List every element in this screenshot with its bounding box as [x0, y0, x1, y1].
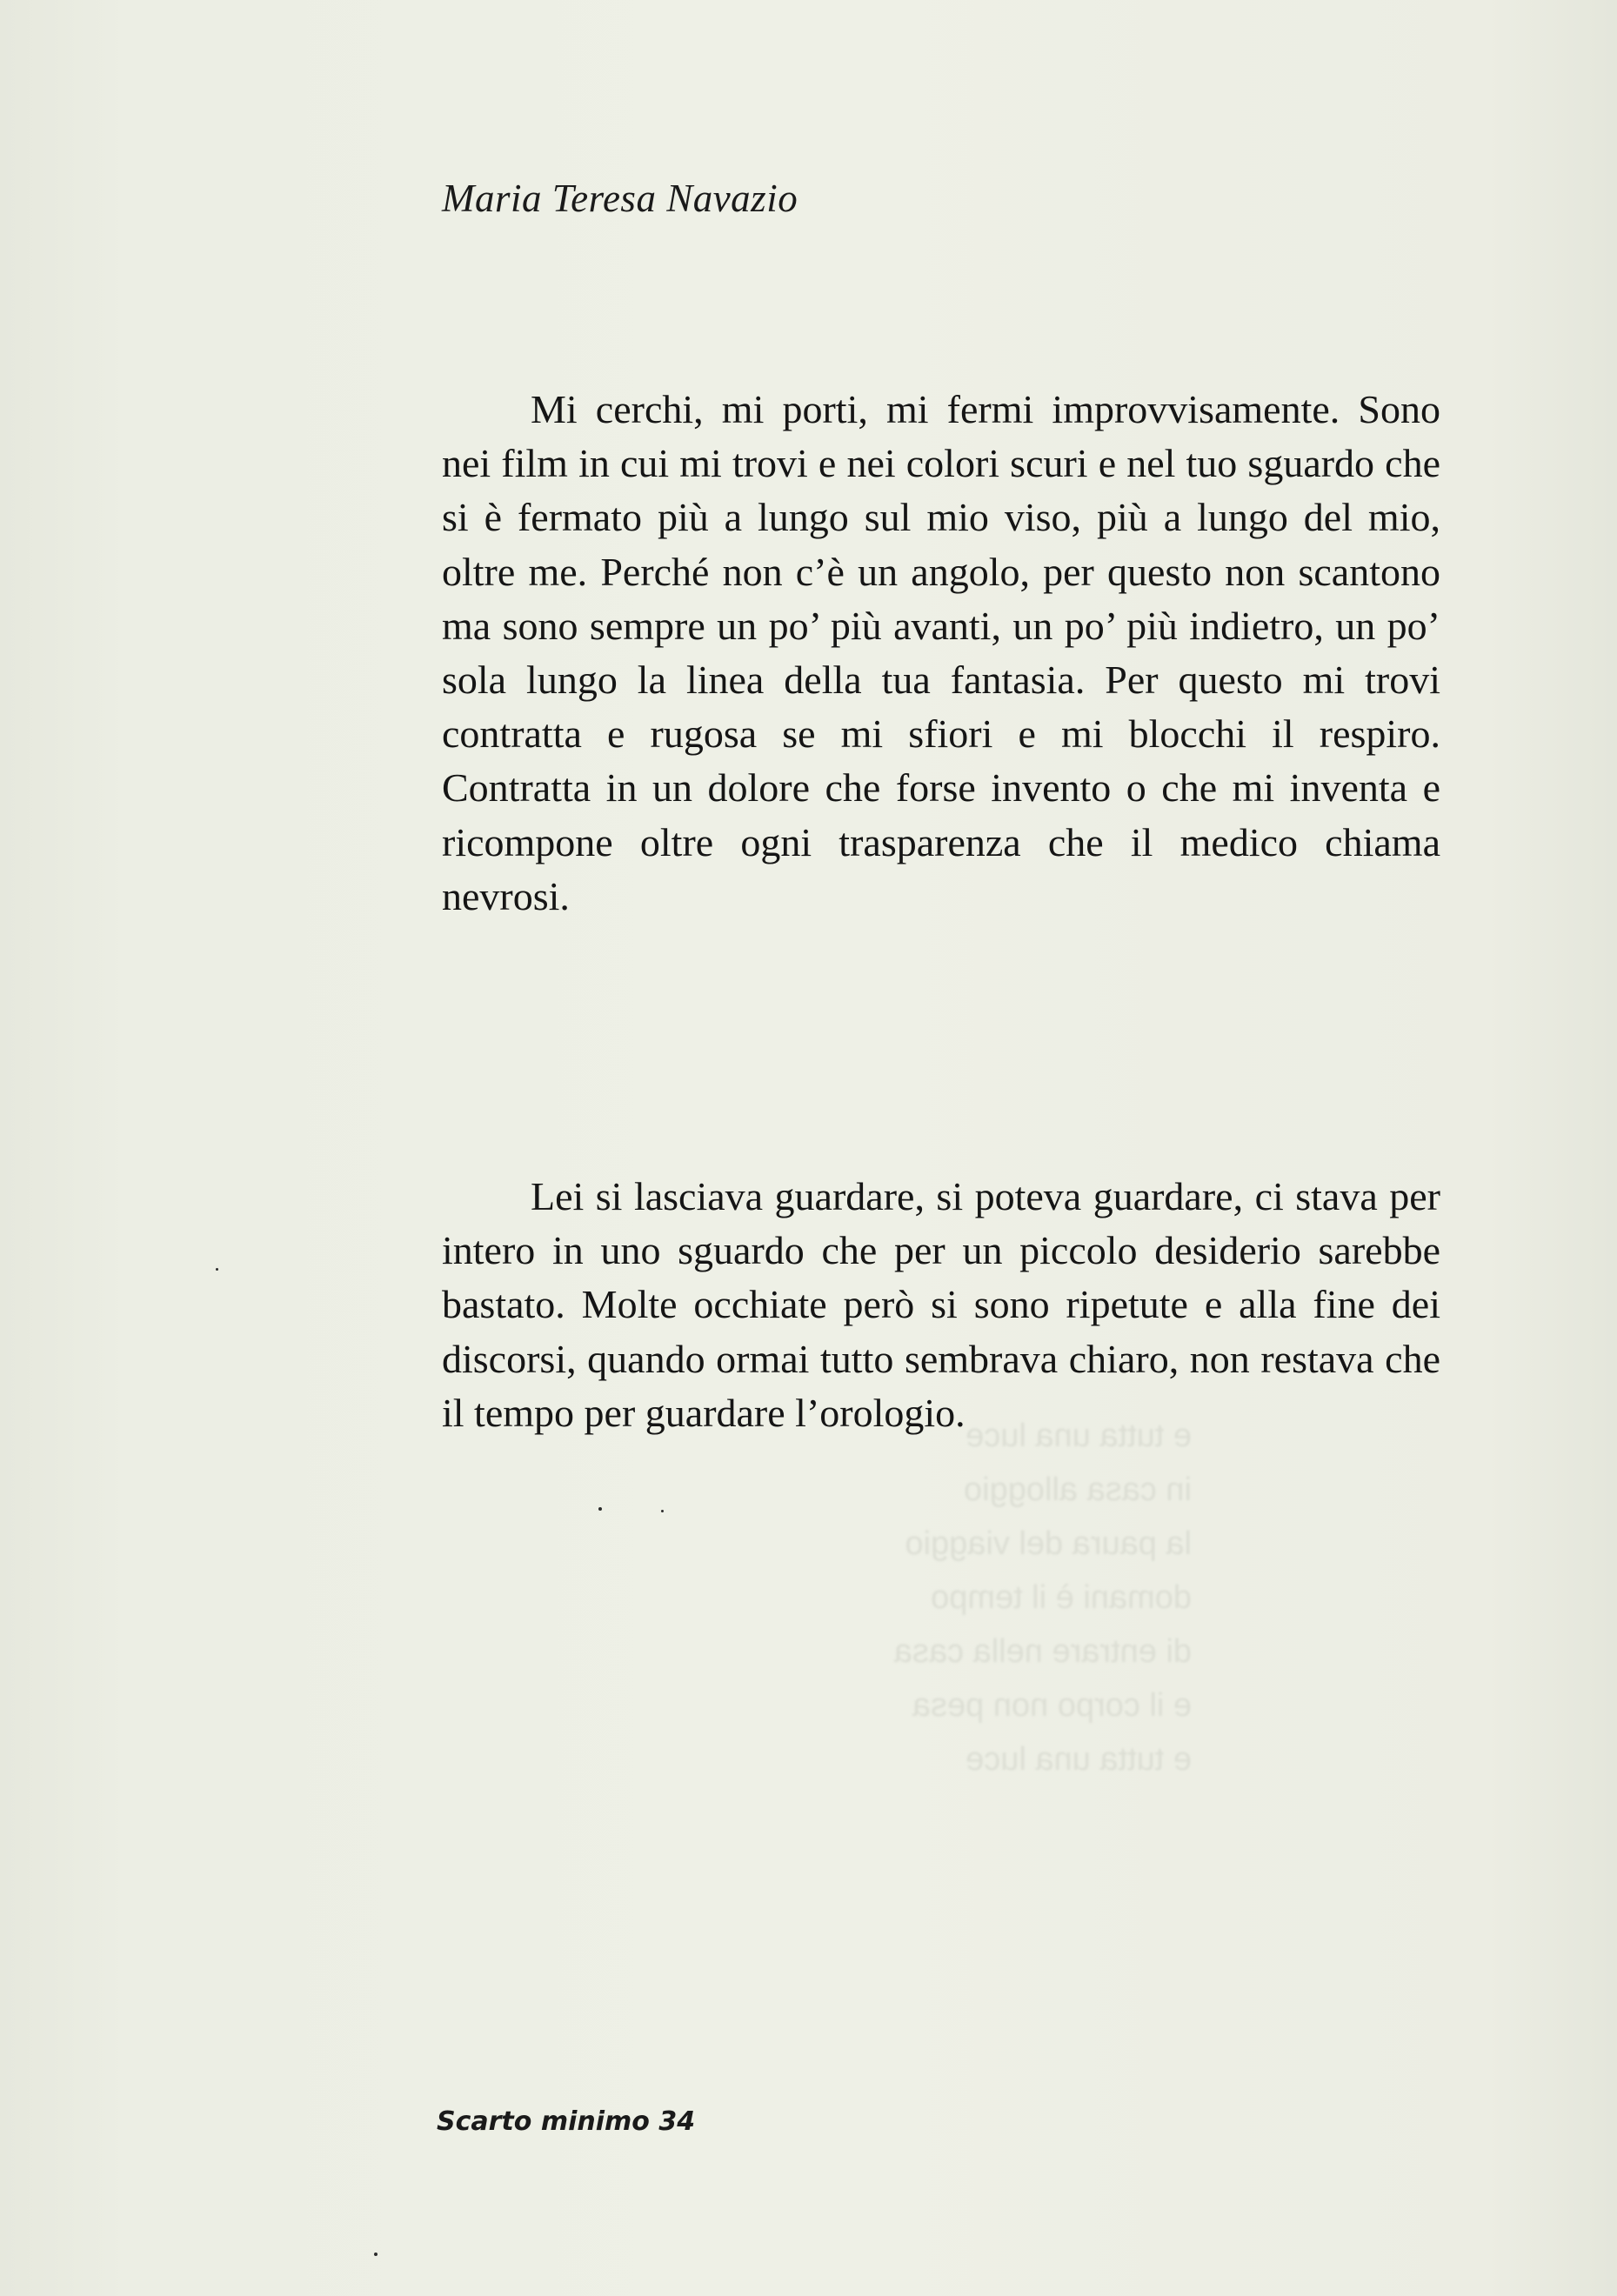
prose-poem-2: Lei si lasciava guardare, si poteva guardare, ci stava per intero in uno sguardo che per un piccolo desiderio sarebbe bastato. Molte occhiate però si sono ripetute e alla fine dei discorsi, quando ormai tutto sembrava chiaro, non restava che il tempo per guardare l’orologio. — [442, 1174, 1440, 1435]
ink-speck — [216, 1268, 218, 1271]
ink-speck — [374, 2253, 378, 2256]
prose-poem-1: Mi cerchi, mi porti, mi fermi improvvisamente. Sono nei film in cui mi trovi e nei colori scuri e nel tuo sguardo che si è fermato più a lungo sul mio viso, più a lungo del mio, oltre me. Perché non c’è un angolo, per questo non scantono ma sono sempre un po’ più avanti, un po’ più indietro, un po’ sola lungo la linea della tua fantasia. Per questo mi trovi contratta e rugosa se mi sfiori e mi blocchi il respiro. Contratta in un dolore che forse invento o che mi inventa e ricompone oltre ogni trasparenza che il medico chiama nevrosi. — [442, 387, 1440, 918]
show-through-text: e tutta una luce in casa alloggio la paura del viaggio domani è il tempo di entrare nella casa e il corpo non pesa e tutta una luce — [893, 1418, 1192, 1778]
ink-speck — [661, 1510, 664, 1512]
author-name: Maria Teresa Navazio — [442, 177, 798, 220]
ink-speck — [598, 1507, 602, 1511]
page-footer: Scarto minimo 34 — [437, 2106, 696, 2137]
